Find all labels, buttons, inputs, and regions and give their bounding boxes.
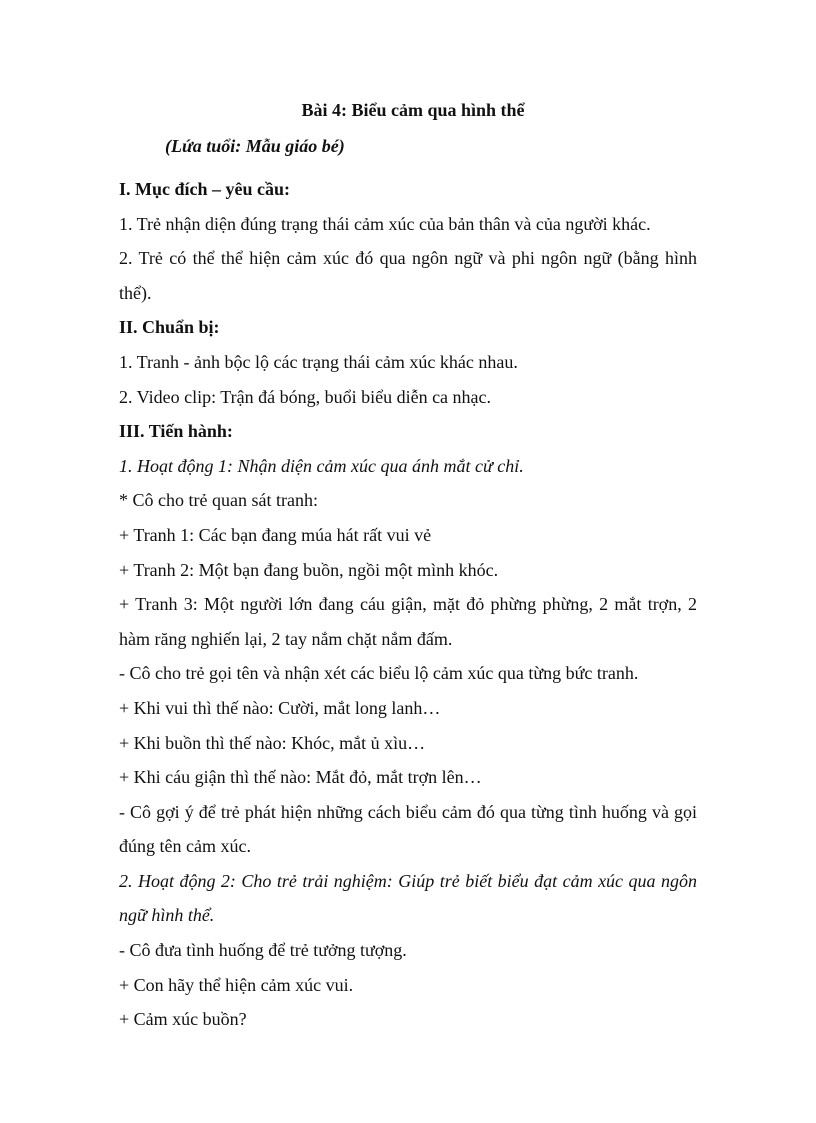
activity-heading-1: 1. Hoạt động 1: Nhận diện cảm xúc qua ánh mắt cử chỉ. <box>119 455 524 476</box>
lesson-subtitle: (Lứa tuổi: Mẫu giáo bé) <box>165 136 345 156</box>
paragraph: 2. Video clip: Trận đá bóng, buổi biểu diễn ca nhạc. <box>119 386 492 407</box>
document-body <box>119 172 697 1037</box>
paragraph: + Con hãy thể hiện cảm xúc vui. <box>119 974 354 995</box>
paragraph: 1. Tranh - ảnh bộc lộ các trạng thái cảm xúc khác nhau. <box>119 351 518 372</box>
section-heading-procedure: III. Tiến hành: <box>119 421 233 442</box>
paragraph: + Khi cáu giận thì thế nào: Mắt đỏ, mắt trợn lên… <box>119 767 482 788</box>
paragraph: + Khi buồn thì thế nào: Khóc, mắt ủ xìu… <box>119 732 426 753</box>
paragraph: * Cô cho trẻ quan sát tranh: <box>119 490 318 511</box>
section-heading-preparation: II. Chuẩn bị: <box>119 317 220 338</box>
paragraph: + Cảm xúc buồn? <box>119 1009 247 1030</box>
paragraph: 2. Trẻ có thể thể hiện cảm xúc đó qua ngôn ngữ và phi ngôn ngữ (bằng hình thể). <box>119 248 697 303</box>
activity-heading-2: 2. Hoạt động 2: Cho trẻ trải nghiệm: Giúp trẻ biết biểu đạt cảm xúc qua ngôn ngữ hình thể. <box>119 870 697 926</box>
paragraph: + Tranh 2: Một bạn đang buồn, ngồi một mình khóc. <box>119 559 499 580</box>
section-heading-purpose: I. Mục đích – yêu cầu: <box>119 179 290 199</box>
paragraph: 1. Trẻ nhận diện đúng trạng thái cảm xúc của bản thân và của người khác. <box>119 213 651 234</box>
paragraph: - Cô đưa tình huống để trẻ tưởng tượng. <box>119 940 407 961</box>
lesson-title: Bài 4: Biểu cảm qua hình thể <box>301 100 525 120</box>
paragraph: + Khi vui thì thế nào: Cười, mắt long lanh… <box>119 697 441 718</box>
paragraph: - Cô gợi ý để trẻ phát hiện những cách biểu cảm đó qua từng tình huống và gọi đúng tên cảm xúc. <box>119 801 697 857</box>
paragraph: + Tranh 1: Các bạn đang múa hát rất vui vẻ <box>119 524 432 545</box>
paragraph: + Tranh 3: Một người lớn đang cáu giận, mặt đỏ phừng phừng, 2 mắt trợn, 2 hàm răng nghiến lại, 2 tay nắm chặt nắm đấm. <box>119 594 697 649</box>
paragraph: - Cô cho trẻ gọi tên và nhận xét các biểu lộ cảm xúc qua từng bức tranh. <box>119 663 639 684</box>
